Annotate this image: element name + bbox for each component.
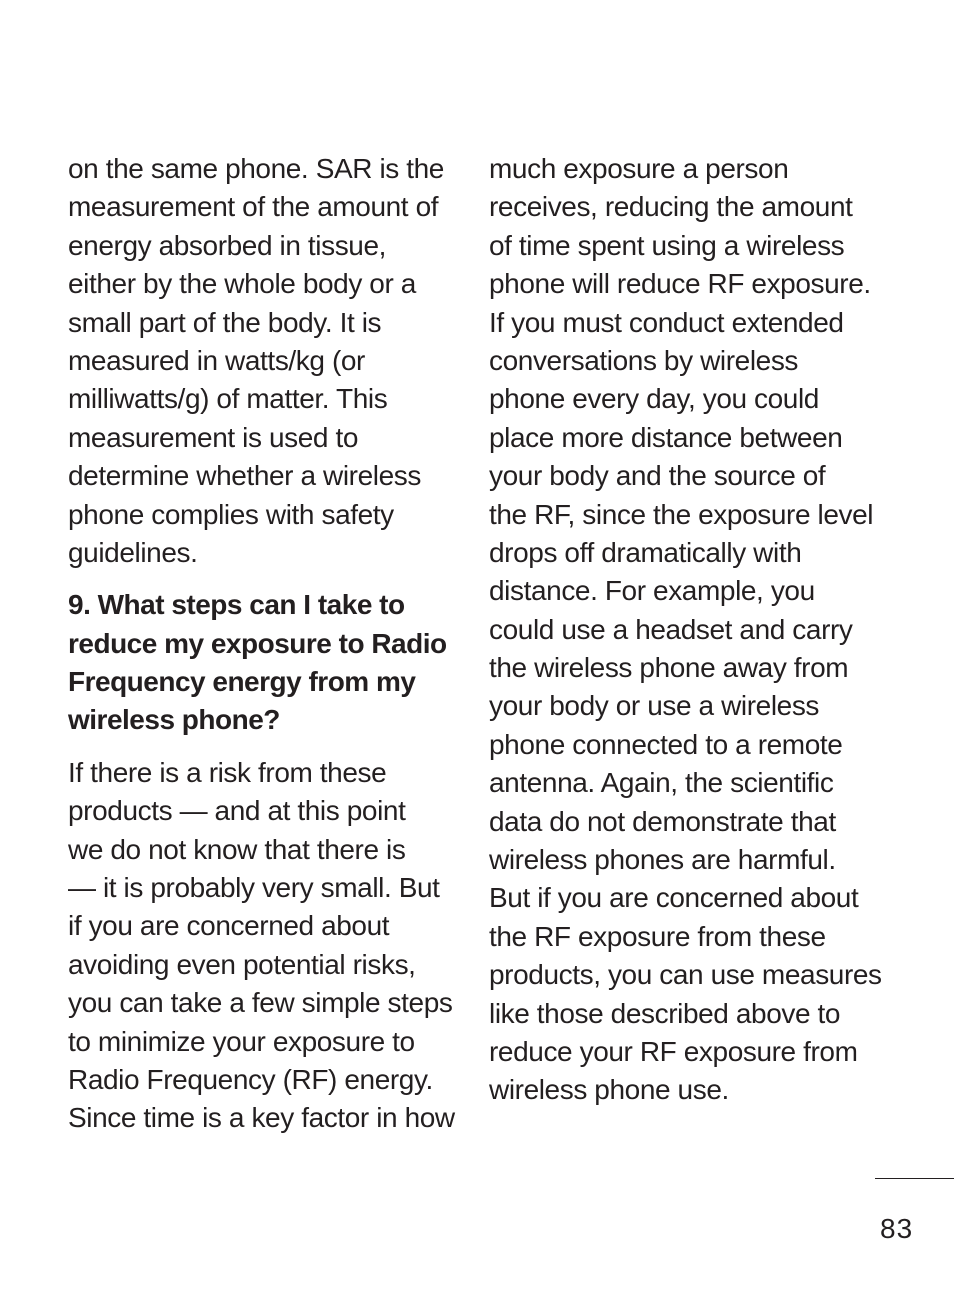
text-line: Since time is a key factor in how <box>68 1102 455 1134</box>
text-line: could use a headset and carry <box>489 613 853 645</box>
text-line: phone complies with safety <box>68 498 394 530</box>
footer-rule <box>875 1178 954 1179</box>
text-line: reduce your RF exposure from <box>489 1035 858 1067</box>
text-line: milliwatts/g) of matter. This <box>68 383 388 415</box>
text-line: conversations by wireless <box>489 344 799 376</box>
text-line: Radio Frequency (RF) energy. <box>68 1063 433 1095</box>
right-column <box>489 150 889 1110</box>
text-line: you can take a few simple steps <box>68 987 453 1019</box>
text-line: either by the whole body or a <box>68 268 416 300</box>
text-line: like those described above to <box>489 997 841 1029</box>
text-line: measured in watts/kg (or <box>68 344 365 376</box>
text-line: distance. For example, you <box>489 575 815 607</box>
text-line: measurement is used to <box>68 421 359 453</box>
text-line: much exposure a person <box>489 153 789 184</box>
text-line: the RF, since the exposure level <box>489 498 874 530</box>
text-line: the wireless phone away from <box>489 652 849 684</box>
paragraph-sar-definition <box>68 150 468 572</box>
heading-line: Frequency energy from my <box>68 666 416 698</box>
section-heading-question-9 <box>68 586 468 740</box>
text-line: if you are concerned about <box>68 910 390 942</box>
text-line: your body or use a wireless <box>489 690 820 722</box>
text-line: But if you are concerned about <box>489 882 859 914</box>
text-line: products, you can use measures <box>489 959 882 991</box>
text-line: determine whether a wireless <box>68 460 421 492</box>
page-number: 83 <box>880 1213 914 1244</box>
heading-line: reduce my exposure to Radio <box>68 627 447 659</box>
text-line: energy absorbed in tissue, <box>68 229 387 261</box>
text-line: we do not know that there is <box>68 833 406 865</box>
text-line: to minimize your exposure to <box>68 1025 415 1057</box>
text-line: the RF exposure from these <box>489 920 826 952</box>
text-line: phone every day, you could <box>489 383 819 415</box>
text-line: drops off dramatically with <box>489 536 802 568</box>
heading-line: 9. What steps can I take to <box>68 589 405 621</box>
left-column <box>68 150 468 1138</box>
text-line: avoiding even potential risks, <box>68 948 416 980</box>
text-line: on the same phone. SAR is the <box>68 153 444 184</box>
text-line: products — and at this point <box>68 795 406 827</box>
text-line: receives, reducing the amount <box>489 191 853 223</box>
text-line: data do not demonstrate that <box>489 805 836 837</box>
paragraph-spacer <box>68 740 468 754</box>
paragraph-spacer <box>68 572 468 586</box>
text-line: phone will reduce RF exposure. <box>489 268 871 300</box>
text-line: small part of the body. It is <box>68 306 382 338</box>
text-line: your body and the source of <box>489 460 826 492</box>
text-line: wireless phones are harmful. <box>489 844 836 876</box>
text-line: If there is a risk from these <box>68 756 387 788</box>
text-line: antenna. Again, the scientific <box>489 767 834 799</box>
heading-line: wireless phone? <box>68 704 280 736</box>
paragraph-exposure-advice <box>489 150 889 1110</box>
text-line: — it is probably very small. But <box>68 872 440 904</box>
text-line: wireless phone use. <box>489 1074 729 1106</box>
text-line: If you must conduct extended <box>489 306 844 338</box>
paragraph-risk-answer <box>68 754 468 1138</box>
text-line: guidelines. <box>68 536 198 568</box>
text-line: measurement of the amount of <box>68 191 439 223</box>
text-line: place more distance between <box>489 421 843 453</box>
text-line: of time spent using a wireless <box>489 229 845 261</box>
text-line: phone connected to a remote <box>489 728 843 760</box>
